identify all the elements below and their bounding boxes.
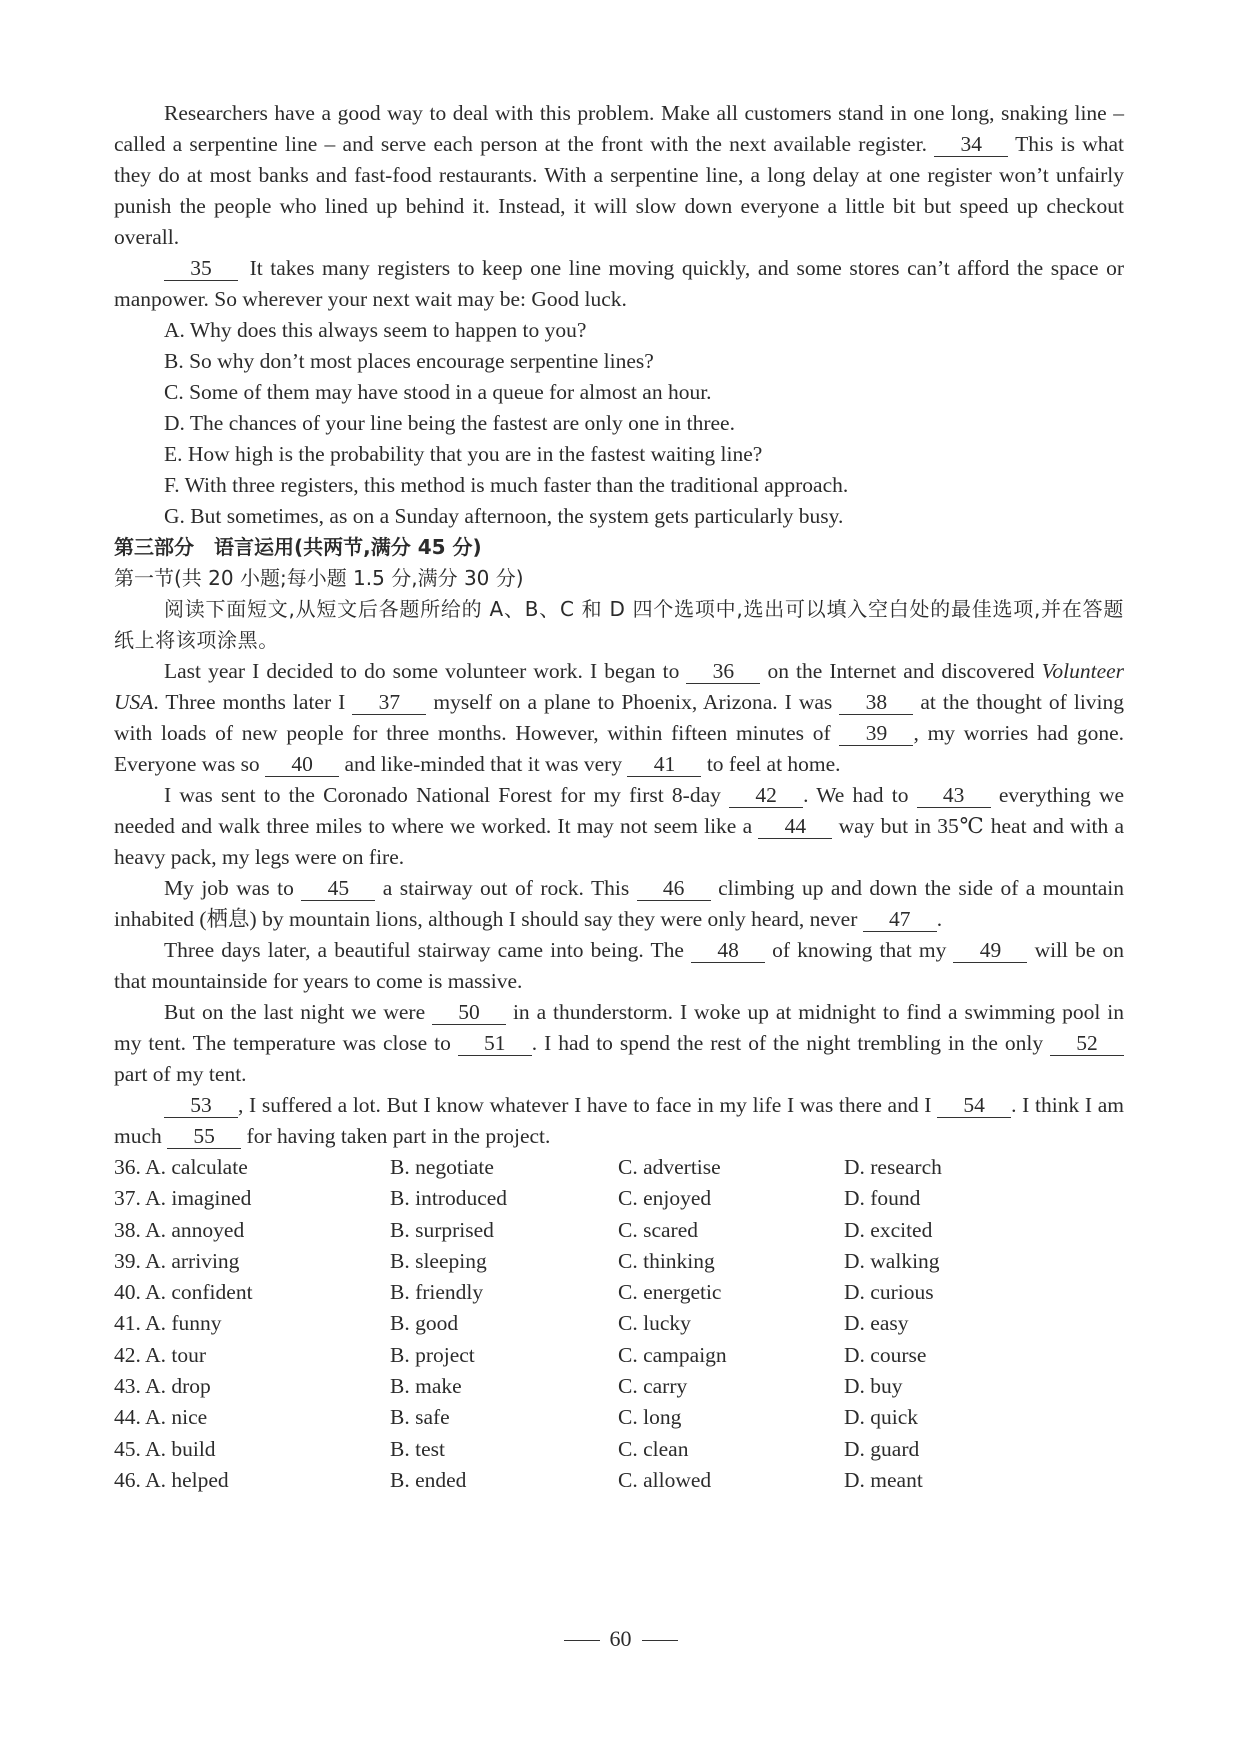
choice-row-37 [114,1183,1124,1214]
text-run: of knowing that my [772,938,947,962]
choice-d: D. walking [844,1248,940,1273]
blank-53: 53 [164,1093,238,1118]
blank-37: 37 [352,690,426,715]
text-run: . We had to [803,783,909,807]
choice-c: C. clean [618,1436,689,1461]
choice-b: B. friendly [390,1280,484,1305]
text-run: , my worries had gone. Everyone was so [114,721,1124,776]
text-run: a stairway out of rock. This [382,876,630,900]
choice-d: D. excited [844,1217,933,1242]
left-dash [564,1640,600,1641]
choice-c: C. scared [618,1217,698,1242]
page-content [114,98,1124,1496]
text-run: , I suffered a lot. But I know whatever I have to face in my life I was there and I [238,1093,932,1117]
choice-b: B. make [390,1374,462,1399]
cloze-paragraph-1 [114,656,1124,780]
blank-38: 38 [839,690,913,715]
blank-43: 43 [917,783,991,808]
cloze-paragraph-4 [114,935,1124,997]
blank-45: 45 [301,876,375,901]
option-a: A. Why does this always seem to happen to you? [164,318,587,342]
text-run: Last year I decided to do some volunteer work. I began to [164,659,680,683]
text-run: . [936,907,943,931]
question-number: 46. [114,1467,141,1492]
question-number: 45. [114,1436,141,1461]
cloze-paragraph-6 [114,1090,1124,1152]
text-run: to feel at home. [706,752,841,776]
blank-36: 36 [686,659,760,684]
choice-b: B. ended [390,1467,467,1492]
text-run: This is what they do at most banks and fast-food restaurants. With a serpentine line, a long delay at one register won’t unfairly punish the people who lined up behind it. Instead, it will slow down everyone a little bit but speed up checkout overall. [114,132,1125,249]
text-run: . Three months later I [153,690,346,714]
choice-d: D. guard [844,1436,920,1461]
text-run: . I had to spend the rest of the night trembling in the only [531,1031,1044,1055]
choice-text: A. calculate [145,1155,248,1179]
cloze-paragraph-2 [114,780,1124,873]
choice-text: A. annoyed [145,1217,245,1242]
choice-text: A. build [145,1436,216,1461]
choice-d: D. meant [844,1467,923,1492]
text-run: Researchers have a good way to deal with this problem. Make all customers stand in one long, snaking line – called a serpentine line – and serve each person at the front with the next available register. [114,101,1124,156]
choice-d: D. buy [844,1374,903,1399]
text-run: My job was to [164,876,294,900]
question-number: 41. [114,1311,141,1336]
choice-list [114,1152,1124,1496]
option-c: C. Some of them may have stood in a queue for almost an hour. [164,380,712,404]
choice-a [114,1465,390,1496]
question-number: 36. [114,1155,141,1179]
choice-d: D. research [844,1155,942,1179]
option-b: B. So why don’t most places encourage serpentine lines? [164,349,654,373]
choice-text: A. tour [145,1342,206,1367]
choice-text: A. imagined [145,1186,252,1211]
text-run: at the thought of living with loads of new people for three months. However, within fifteen minutes of [114,690,1125,745]
choice-d: D. curious [844,1280,934,1305]
text-run: Three days later, a beautiful stairway came into being. The [164,938,684,962]
choice-text: A. arriving [145,1248,240,1273]
text-run: I was sent to the Coronado National Forest for my first 8-day [164,783,721,807]
passage-paragraph-2 [114,253,1124,315]
choice-a [114,1340,390,1371]
choice-d: D. easy [844,1311,909,1336]
choice-row-41 [114,1308,1124,1339]
choice-text: A. helped [145,1467,229,1492]
choice-a [114,1434,390,1465]
blank-46: 46 [637,876,711,901]
choice-row-38 [114,1215,1124,1246]
cloze-paragraph-5 [114,997,1124,1090]
question-number: 43. [114,1374,141,1399]
option-g: G. But sometimes, as on a Sunday afternoon, the system gets particularly busy. [164,504,844,528]
question-number: 44. [114,1405,141,1430]
instruction: 阅读下面短文,从短文后各题所给的 A、B、C 和 D 四个选项中,选出可以填入空白处的最佳选项,并在答题纸上将该项涂黑。 [114,597,1124,652]
text-run: myself on a plane to Phoenix, Arizona. I was [433,690,833,714]
choice-c: C. advertise [618,1155,721,1179]
choice-a [114,1277,390,1308]
text-run: part of my tent. [114,1062,247,1086]
text-run: But on the last night we were [164,1000,426,1024]
right-dash [642,1640,678,1641]
choice-d: D. quick [844,1405,919,1430]
option-e: E. How high is the probability that you are in the fastest waiting line? [164,442,763,466]
text-run: on the Internet and discovered [767,659,1035,683]
choice-b: B. safe [390,1405,450,1430]
choice-c: C. campaign [618,1342,727,1367]
choice-text: A. confident [145,1280,253,1305]
text-run: and like-minded that it was very [344,752,623,776]
question-number: 38. [114,1217,141,1242]
text-run: in a thunderstorm. I woke up at midnight to find a swimming pool in my tent. The temperature was close to [114,1000,1124,1055]
choice-d: D. found [844,1186,921,1211]
choice-row-39 [114,1246,1124,1277]
blank-47: 47 [863,907,937,932]
blank-34: 34 [934,132,1008,157]
passage-paragraph-1 [114,98,1124,253]
option-f: F. With three registers, this method is much faster than the traditional approach. [164,473,849,497]
choice-row-42 [114,1340,1124,1371]
choice-c: C. allowed [618,1467,712,1492]
choice-text: A. drop [145,1374,211,1399]
blank-49: 49 [953,938,1027,963]
choice-c: C. long [618,1405,682,1430]
blank-48: 48 [691,938,765,963]
choice-b: B. sleeping [390,1248,487,1273]
question-number: 37. [114,1186,141,1211]
choice-b: B. negotiate [390,1155,494,1179]
choice-row-44 [114,1402,1124,1433]
choice-a [114,1215,390,1246]
choice-c: C. carry [618,1374,688,1399]
choice-b: B. good [390,1311,459,1336]
choice-row-40 [114,1277,1124,1308]
text-run: climbing up and down the side of a mountain inhabited (栖息) by mountain lions, although I should say they were only heard, never [114,876,1125,931]
choice-row-45 [114,1434,1124,1465]
choice-d: D. course [844,1342,927,1367]
choice-c: C. energetic [618,1280,722,1305]
blank-50: 50 [432,1000,506,1025]
text-run: for having taken part in the project. [246,1124,551,1148]
blank-44: 44 [758,814,832,839]
blank-52: 52 [1050,1031,1124,1056]
choice-c: C. enjoyed [618,1186,712,1211]
choice-text: A. funny [145,1311,222,1336]
choice-b: B. project [390,1342,475,1367]
page-number-footer [0,1626,1241,1652]
choice-a [114,1402,390,1433]
choice-a [114,1183,390,1214]
choice-c: C. lucky [618,1311,691,1336]
text-run: . I think I am much [114,1093,1124,1148]
choice-c: C. thinking [618,1248,715,1273]
blank-41: 41 [627,752,701,777]
choice-a [114,1371,390,1402]
cloze-paragraph-3 [114,873,1124,935]
choice-a [114,1152,390,1183]
part3-title: 第三部分 语言运用(共两节,满分 45 分) [114,535,482,559]
choice-b: B. test [390,1436,445,1461]
section1-title: 第一节(共 20 小题;每小题 1.5 分,满分 30 分) [114,566,524,590]
choice-a [114,1308,390,1339]
text-run: everything we needed and walk three miles to where we worked. It may not seem like a [114,783,1125,838]
text-run: way but in 35℃ heat and with a heavy pack, my legs were on fire. [114,814,1125,869]
text-run: will be on that mountainside for years to come is massive. [114,938,1125,993]
choice-row-46 [114,1465,1124,1496]
choice-text: A. nice [145,1405,208,1430]
choice-row-43 [114,1371,1124,1402]
blank-35: 35 [164,256,238,281]
choice-b: B. surprised [390,1217,494,1242]
option-d: D. The chances of your line being the fastest are only one in three. [164,411,735,435]
choice-row-36 [114,1152,1124,1183]
page-number: 60 [609,1626,632,1651]
blank-39: 39 [839,721,913,746]
program-name: Volunteer USA [114,659,1125,714]
question-number: 42. [114,1342,141,1367]
question-number: 39. [114,1248,141,1273]
blank-54: 54 [937,1093,1011,1118]
blank-40: 40 [265,752,339,777]
choice-b: B. introduced [390,1186,508,1211]
choice-a [114,1246,390,1277]
blank-55: 55 [167,1124,241,1149]
blank-42: 42 [729,783,803,808]
blank-51: 51 [458,1031,532,1056]
question-number: 40. [114,1280,141,1305]
text-run: It takes many registers to keep one line moving quickly, and some stores can’t afford the space or manpower. So wherever your next wait may be: Good luck. [114,256,1124,311]
